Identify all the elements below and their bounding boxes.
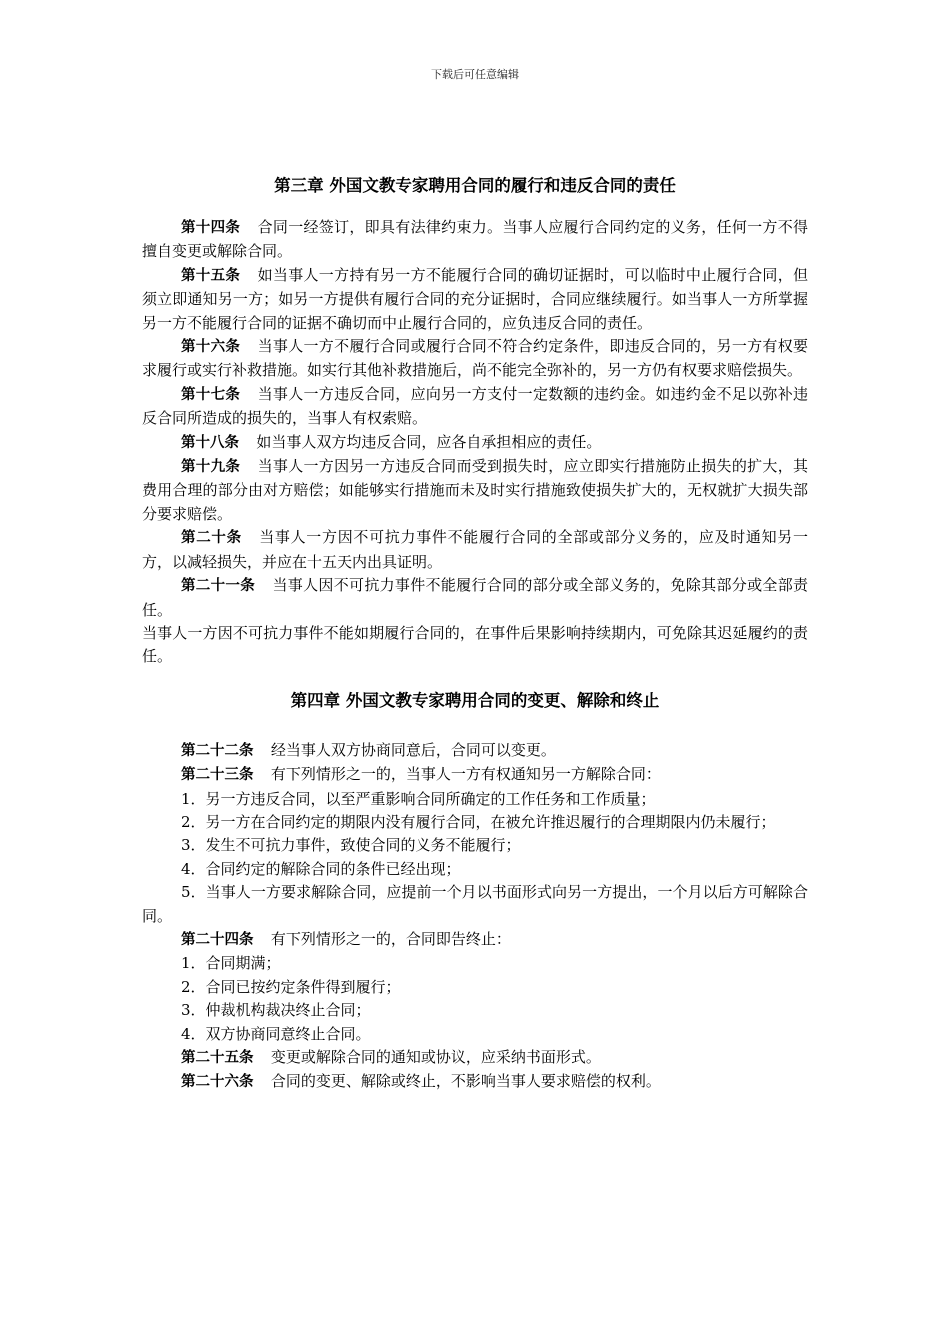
article-24 (142, 928, 808, 952)
list-item: 2．另一方在合同约定的期限内没有履行合同，在被允许推迟履行的合理期限内仍未履行； (181, 812, 776, 831)
article-text: 当事人一方因不可抗力事件不能履行合同的全部或部分义务的，应及时通知另一方，以减轻损失，并应在十五天内出具证明。 (142, 528, 809, 571)
list-item: 1．另一方违反合同，以至严重影响合同所确定的工作任务和工作质量； (181, 789, 656, 808)
article-21-continuation: 当事人一方因不可抗力事件不能如期履行合同的，在事件后果影响持续期内，可免除其迟延履约的责任。 (142, 623, 808, 666)
list-item: 3．仲裁机构裁决终止合同； (181, 1001, 371, 1020)
article-26 (142, 1070, 808, 1094)
article-label: 第二十六条 (181, 1074, 254, 1091)
chapter-3-title: 第三章 外国文教专家聘用合同的履行和违反合同的责任 (274, 176, 676, 195)
list-item: 4．双方协商同意终止合同。 (181, 1024, 371, 1043)
article-label: 第二十一条 (181, 578, 256, 595)
article-19 (142, 455, 808, 526)
article-text: 如当事人双方均违反合同，应各自承担相应的责任。 (256, 432, 602, 451)
list-item: 4．合同约定的解除合同的条件已经出现； (181, 859, 461, 878)
article-16 (142, 335, 808, 383)
article-20 (142, 526, 808, 574)
article-label: 第十七条 (181, 386, 241, 403)
chapter-4-title: 第四章 外国文教专家聘用合同的变更、解除和终止 (290, 690, 660, 710)
article-label: 第二十二条 (181, 742, 254, 759)
article-label: 第十六条 (181, 339, 241, 356)
article-label: 第十八条 (181, 434, 239, 451)
article-label: 第二十条 (181, 530, 242, 547)
article-23 (142, 763, 808, 787)
list-item: 3．发生不可抗力事件，致使合同的义务不能履行； (181, 836, 521, 855)
list-item: 5．当事人一方要求解除合同，应提前一个月以书面形式向另一方提出，一个月以后方可解除合同。 (142, 883, 808, 925)
article-text: 合同的变更、解除或终止，不影响当事人要求赔偿的权利。 (270, 1072, 661, 1091)
article-25 (142, 1046, 808, 1070)
article-text: 如当事人一方持有另一方不能履行合同的确切证据时，可以临时中止履行合同，但须立即通知另一方；如另一方提供有履行合同的充分证据时，合同应继续履行。如当事人一方所掌握另一方不能履行合同的证据不确切而中止履行合同的，应负违反合同的责任。 (142, 265, 809, 332)
article-text: 当事人因不可抗力事件不能履行合同的部分或全部义务的，免除其部分或全部责任。 (142, 576, 809, 619)
article-22 (142, 739, 808, 763)
article-text: 当事人一方因另一方违反合同而受到损失时，应立即实行措施防止损失的扩大，其费用合理的部分由对方赔偿；如能够实行措施而未及时实行措施致使损失扩大的，无权就扩大损失部分要求赔偿。 (142, 457, 809, 523)
article-label: 第十九条 (181, 459, 241, 476)
article-label: 第二十三条 (181, 767, 254, 784)
document-body (142, 172, 808, 1095)
article-label: 第十四条 (181, 220, 241, 236)
article-21 (142, 574, 808, 622)
article-text: 有下列情形之一的，合同即告终止： (270, 929, 511, 948)
article-text: 合同一经签订，即具有法律约束力。当事人应履行合同约定的义务，任何一方不得擅自变更或解除合同。 (142, 218, 809, 261)
article-label: 第十五条 (181, 267, 241, 284)
article-text: 变更或解除合同的通知或协议，应采纳书面形式。 (270, 1048, 601, 1066)
article-label: 第二十四条 (181, 931, 254, 948)
list-item: 2．合同已按约定条件得到履行； (181, 977, 401, 996)
article-17 (142, 383, 808, 431)
article-text: 有下列情形之一的，当事人一方有权通知另一方解除合同： (270, 765, 661, 784)
article-text: 当事人一方不履行合同或履行合同不符合约定条件，即违反合同的，另一方有权要求履行或实行补救措施。如实行其他补救措施后，尚不能完全弥补的，另一方仍有权要求赔偿损失。 (142, 337, 809, 380)
article-18 (142, 431, 808, 455)
article-14 (142, 216, 808, 264)
article-label: 第二十五条 (181, 1050, 254, 1066)
page-header: 下载后可任意编辑 (431, 68, 519, 81)
article-15 (142, 264, 808, 335)
list-item: 1．合同期满； (181, 954, 281, 973)
article-text: 当事人一方违反合同，应向另一方支付一定数额的违约金。如违约金不足以弥补违反合同所造成的损失的，当事人有权索赔。 (142, 384, 809, 428)
article-text: 经当事人双方协商同意后，合同可以变更。 (270, 740, 556, 759)
